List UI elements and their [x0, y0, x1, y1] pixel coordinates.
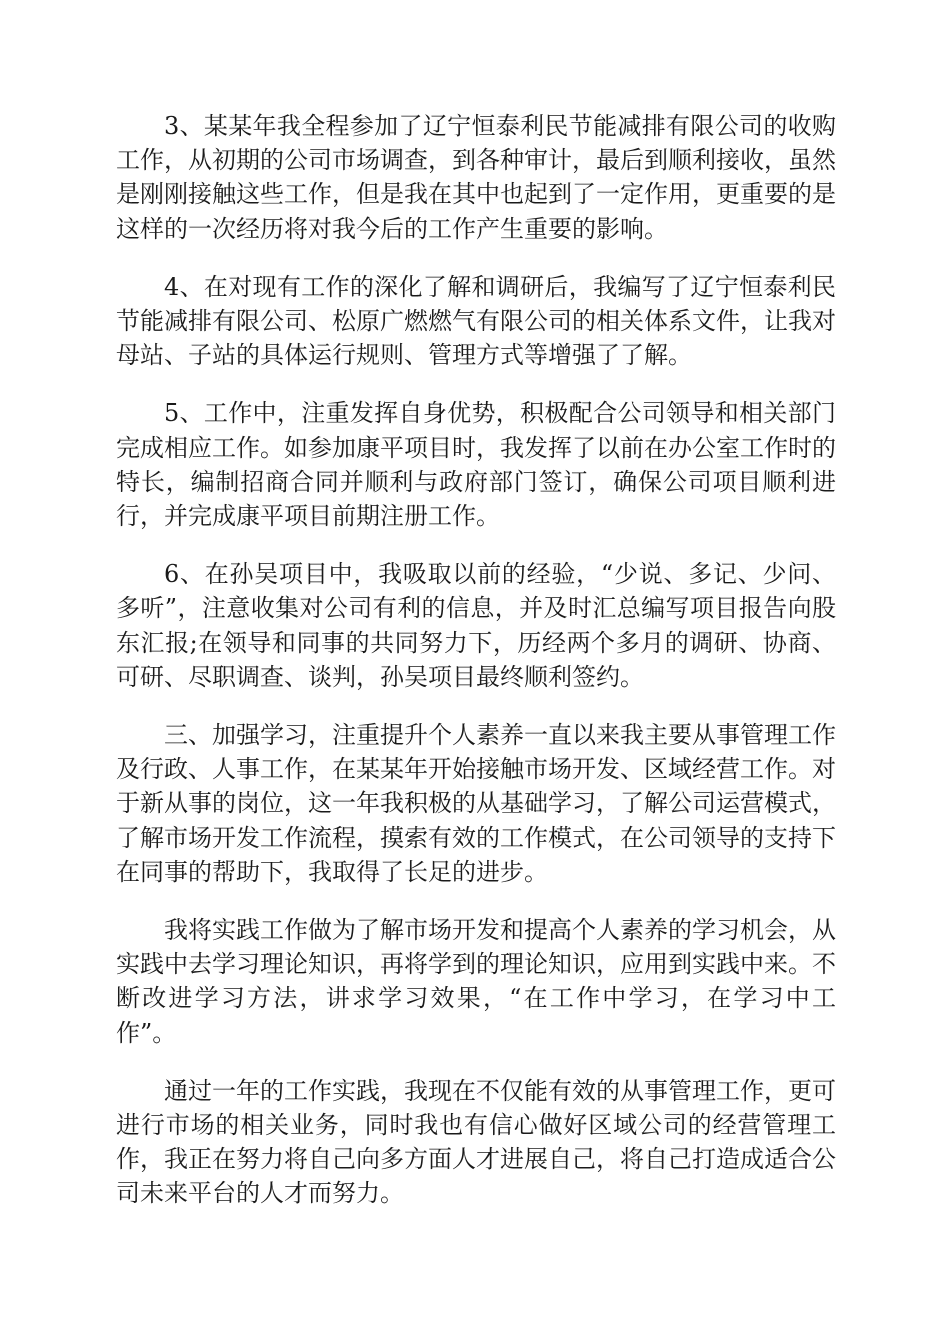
paragraph-item-4: 4、在对现有工作的深化了解和调研后，我编写了辽宁恒泰利民节能减排有限公司、松原广燃燃气有限公司的相关体系文件，让我对母站、子站的具体运行规则、管理方式等增强了了解。: [116, 272, 836, 370]
paragraph-item-5: 5、工作中，注重发挥自身优势，积极配合公司领导和相关部门完成相应工作。如参加康平项目时，我发挥了以前在办公室工作时的特长，编制招商合同并顺利与政府部门签订，确保公司项目顺利进行，并完成康平项目前期注册工作。: [116, 399, 836, 531]
paragraph-practice-learning: 我将实践工作做为了解市场开发和提高个人素养的学习机会，从实践中去学习理论知识，再将学到的理论知识，应用到实践中来。不断改进学习方法，讲求学习效果，“在工作中学习，在学习中工作”。: [116, 916, 836, 1047]
paragraph-item-6: 6、在孙吴项目中，我吸取以前的经验，“少说、多记、少问、多听”，注意收集对公司有利的信息，并及时汇总编写项目报告向股东汇报;在领导和同事的共同努力下，历经两个多月的调研、协商、可研、尽职调查、谈判，孙吴项目最终顺利签约。: [116, 560, 836, 691]
document-page: [116, 109, 836, 1235]
paragraph-item-3: 3、某某年我全程参加了辽宁恒泰利民节能减排有限公司的收购工作，从初期的公司市场调查，到各种审计，最后到顺利接收，虽然是刚刚接触这些工作，但是我在其中也起到了一定作用，更重要的是这样的一次经历将对我今后的工作产生重要的影响。: [116, 112, 836, 243]
paragraph-conclusion: 通过一年的工作实践，我现在不仅能有效的从事管理工作，更可进行市场的相关业务，同时我也有信心做好区域公司的经营管理工作，我正在努力将自己向多方面人才进展自己，将自己打造成适合公司未来平台的人才而努力。: [116, 1076, 836, 1208]
paragraph-section-three: 三、加强学习，注重提升个人素养一直以来我主要从事管理工作及行政、人事工作，在某某年开始接触市场开发、区域经营工作。对于新从事的岗位，这一年我积极的从基础学习，了解公司运营模式，了解市场开发工作流程，摸索有效的工作模式，在公司领导的支持下在同事的帮助下，我取得了长足的进步。: [116, 721, 836, 886]
